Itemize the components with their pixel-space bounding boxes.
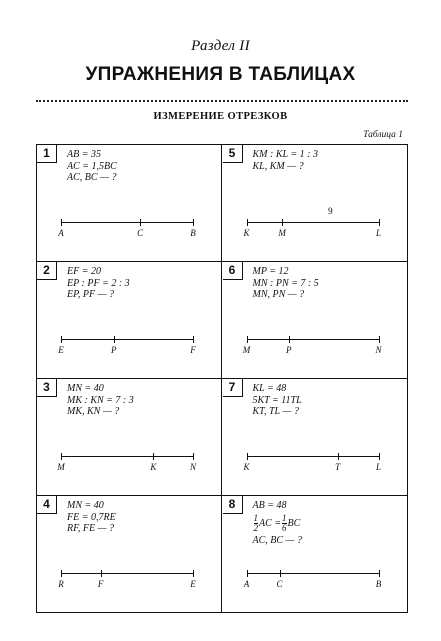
segment-point-tick — [193, 570, 194, 577]
condition-line: AB = 35 — [67, 149, 101, 160]
segment-point-label: B — [190, 228, 196, 238]
condition-line: MK, KN — ? — [67, 406, 120, 417]
fraction-text: BC — [287, 517, 301, 529]
condition-line: MK : KN = 7 : 3 — [67, 394, 134, 406]
segment-point-tick — [338, 453, 339, 460]
segment-point-label: N — [375, 345, 382, 355]
fraction-denominator: 2 — [253, 522, 258, 533]
fraction — [282, 514, 287, 533]
segment-point-tick — [140, 219, 141, 226]
segment-point-label: C — [276, 579, 283, 589]
segment-point-tick — [379, 453, 380, 460]
segment-point-tick — [61, 570, 62, 577]
segment-line — [247, 222, 379, 223]
segment-point-tick — [193, 453, 194, 460]
segment-point-tick — [247, 453, 248, 460]
condition-line: MN = 40 — [67, 383, 104, 394]
page-heading: УПРАЖНЕНИЯ В ТАБЛИЦАХ — [85, 64, 356, 85]
segment-point-tick — [282, 219, 283, 226]
segment-point-label: P — [285, 345, 292, 355]
condition-line: AC, BC — ? — [252, 534, 302, 546]
subheading: ИЗМЕРЕНИЕ ОТРЕЗКОВ — [153, 111, 288, 122]
segment-point-label: F — [97, 579, 104, 589]
exercise-conditions — [253, 500, 302, 546]
segment-point-label: P — [111, 345, 117, 355]
exercise-table — [36, 144, 408, 613]
segment-point-tick — [280, 570, 281, 577]
exercise-cell — [223, 496, 407, 613]
segment-point-label: E — [190, 579, 196, 589]
condition-line: KL = 48 — [252, 383, 287, 394]
exercise-conditions — [67, 383, 134, 418]
exercise-cell — [223, 262, 407, 379]
condition-line: KM : KL = 1 : 3 — [252, 149, 318, 160]
segment-point-label: L — [375, 228, 381, 238]
segment-point-tick — [61, 219, 62, 226]
segment-point-tick — [61, 336, 62, 343]
table-caption: Таблица 1 — [363, 130, 403, 140]
condition-line: EF = 20 — [67, 266, 101, 277]
segment-point-tick — [379, 570, 380, 577]
segment-point-tick — [247, 219, 248, 226]
segment-point-label: L — [375, 462, 381, 472]
condition-line: MN, PN — ? — [252, 289, 305, 300]
segment-point-label: T — [335, 462, 341, 472]
segment-point-label: A — [58, 228, 64, 238]
segment-point-tick — [114, 336, 115, 343]
segment-point-tick — [193, 219, 194, 226]
section-title: Раздел II — [191, 38, 250, 54]
exercise-number: 4 — [37, 496, 57, 514]
segment-point-label: F — [190, 345, 196, 355]
fraction — [254, 514, 259, 533]
segment-point-label: K — [243, 462, 250, 472]
fraction-numerator: 1 — [282, 512, 287, 523]
condition-line: FE = 0,7RE — [67, 511, 116, 523]
segment-point-tick — [247, 336, 248, 343]
segment-point-label: M — [278, 228, 286, 238]
condition-line: KL, KM — ? — [252, 160, 304, 172]
segment-point-label: M — [242, 345, 251, 355]
exercise-cell — [37, 262, 221, 379]
condition-line: KT, TL — ? — [252, 406, 299, 417]
segment-point-tick — [247, 570, 248, 577]
segment-point-label: C — [137, 228, 144, 238]
exercise-conditions — [67, 149, 117, 184]
condition-line: AC, BC — ? — [67, 172, 117, 183]
segment-point-tick — [289, 336, 290, 343]
exercise-conditions — [67, 500, 116, 535]
condition-line: RF, FE — ? — [67, 523, 115, 534]
exercise-number: 7 — [223, 379, 243, 397]
condition-line: MP = 12 — [252, 266, 289, 277]
condition-line: AB = 48 — [252, 500, 287, 511]
segment-point-tick — [153, 453, 154, 460]
fraction-numerator: 1 — [253, 512, 258, 523]
exercise-number: 3 — [37, 379, 57, 397]
segment-point-label: K — [243, 228, 250, 238]
segment-point-label: B — [375, 579, 382, 589]
segment-point-label: M — [57, 462, 65, 472]
condition-line: MN : PN = 7 : 5 — [252, 277, 319, 289]
exercise-conditions — [253, 266, 319, 301]
segment-length-label: 9 — [328, 206, 333, 216]
condition-line: EP : PF = 2 : 3 — [67, 277, 130, 289]
segment-line — [61, 573, 193, 574]
segment-point-label: K — [150, 462, 157, 472]
exercise-number: 1 — [37, 145, 57, 163]
segment-point-label: R — [58, 579, 64, 589]
condition-line: 5KT = 11TL — [252, 394, 302, 406]
condition-line: AC = 1,5BC — [67, 160, 117, 172]
exercise-number: 6 — [223, 262, 243, 280]
condition-line: MN = 40 — [67, 500, 104, 511]
exercise-conditions — [67, 266, 130, 301]
segment-point-tick — [101, 570, 102, 577]
segment-line — [247, 456, 379, 457]
segment-point-tick — [379, 219, 380, 226]
dotted-divider — [36, 100, 408, 102]
segment-point-tick — [61, 453, 62, 460]
segment-point-tick — [379, 336, 380, 343]
segment-line — [247, 573, 379, 574]
exercise-number: 2 — [37, 262, 57, 280]
segment-point-tick — [193, 336, 194, 343]
exercise-cell — [223, 379, 407, 496]
segment-point-label: E — [58, 345, 64, 355]
segment-line — [247, 339, 379, 340]
exercise-number: 5 — [223, 145, 243, 163]
segment-point-label: A — [243, 579, 250, 589]
fraction-text: AC = — [259, 517, 282, 529]
segment-line — [61, 339, 193, 340]
exercise-cell — [37, 379, 221, 496]
segment-line — [61, 222, 193, 223]
fraction-denominator: 6 — [282, 522, 287, 533]
exercise-conditions — [253, 383, 302, 418]
exercise-cell — [223, 145, 407, 262]
exercise-cell — [37, 145, 221, 262]
exercise-cell — [37, 496, 221, 613]
condition-line: EP, PF — ? — [67, 289, 115, 300]
condition-line — [253, 514, 302, 533]
segment-point-label: N — [189, 462, 196, 472]
segment-line — [61, 456, 193, 457]
exercise-number: 8 — [223, 496, 243, 514]
exercise-conditions — [253, 149, 318, 172]
